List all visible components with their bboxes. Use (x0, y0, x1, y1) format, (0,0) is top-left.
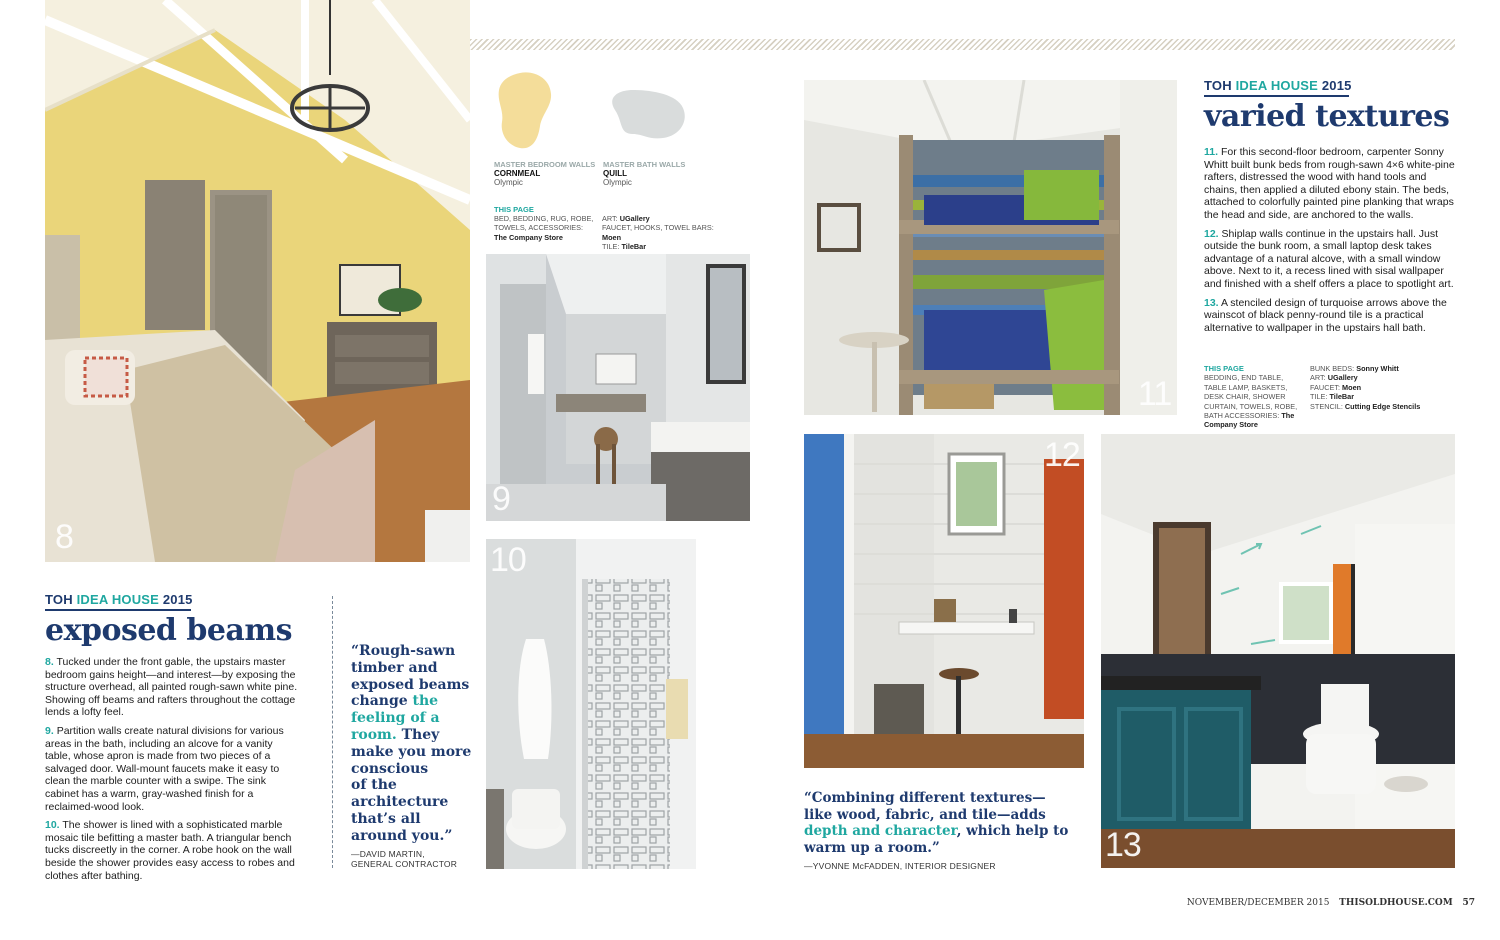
footer-site: THISOLDHOUSE.COM (1339, 898, 1453, 908)
credits-vendor: UGallery (619, 214, 650, 223)
footer-issue: NOVEMBER/DECEMBER 2015 (1186, 898, 1330, 908)
credits-col1 (1204, 364, 1302, 430)
swatch-label: MASTER BATH WALLS (603, 160, 686, 169)
paint-swatch-quill (603, 70, 713, 187)
hall-desk-illustration (804, 434, 1084, 768)
credits-col1-vendor: The Company Store (494, 232, 563, 242)
kicker-highlight: IDEA HOUSE (76, 592, 160, 607)
photo-number: 12 (1044, 436, 1080, 474)
credits-vendor: Cutting Edge Stencils (1344, 401, 1421, 411)
decorative-stripe (470, 39, 1455, 50)
photo-number: 8 (55, 518, 73, 556)
paragraph-text: A stenciled design of turquoise arrows above the wainscot of black penny-round tile is a practical alternative to wallpaper in the upstairs hall bath. (1204, 296, 1447, 334)
quote-line: exposed beams (351, 676, 470, 693)
bath-vanity-illustration (486, 254, 750, 521)
article-exposed-beams (45, 592, 300, 888)
paint-drop-icon (603, 70, 689, 152)
quote-line: make you more (351, 743, 472, 760)
kicker-rule (45, 609, 191, 611)
quote-line: conscious (351, 760, 429, 777)
divider-rule (332, 596, 333, 868)
paragraph (45, 819, 300, 882)
quote-line (351, 693, 479, 710)
kicker-year: 2015 (162, 592, 193, 607)
paragraph-text: Shiplap walls continue in the upstairs hall. Just outside the bunk room, a small laptop desk takes advantage of a natural alcove, with a small window above. Next to it, a recess lined with sisal wallpaper and finished with a shelf offers a place to spotlight art. (1204, 227, 1454, 290)
quote-text (351, 643, 479, 845)
credits-vendor: Sonny Whitt (1356, 364, 1399, 373)
credits-vendor: TileBar (621, 242, 647, 252)
credits-left (494, 205, 734, 252)
credits-label: ART: (1310, 373, 1326, 383)
credits-col1 (494, 214, 594, 252)
photo-master-bedroom (45, 0, 470, 562)
hall-bath-illustration (1101, 434, 1455, 868)
quote-fragment: They (396, 726, 440, 743)
quote-attribution: —YVONNE McFADDEN, INTERIOR DESIGNER (804, 861, 996, 871)
credits-label: FAUCET: (1310, 382, 1341, 392)
paragraph-number: 10. (45, 819, 60, 832)
credits-heading: THIS PAGE (1204, 364, 1244, 373)
paragraph-text: For this second-floor bedroom, carpenter Sonny Whitt built bunk beds from rough-sawn 4×6 white-pine rafters, distressed the wood with hand tools and chains, then applied a diluted ebony stain. The beds, attached to colorfully painted pine planking that wraps the head and side, are anchored to the walls. (1204, 146, 1455, 221)
credits-right (1204, 364, 1454, 430)
headline: varied textures (1204, 99, 1450, 134)
paragraph (45, 656, 300, 719)
paragraph-text: The shower is lined with a sophisticated marble mosaic tile befitting a master bath. A triangular bench tucks discreetly in the corner. A robe hook on the wall beside the shower provides easy access to robes and clothes after bathing. (45, 819, 295, 882)
credits-label: ART: (602, 214, 618, 223)
pull-quote-right (804, 790, 1072, 871)
kicker (1204, 78, 1456, 93)
credits-col2 (602, 214, 722, 252)
paint-swatch-cornmeal (494, 70, 604, 187)
photo-number: 10 (490, 541, 526, 579)
paragraph (1204, 228, 1456, 291)
kicker-highlight: IDEA HOUSE (1235, 78, 1319, 93)
credits-vendor: Moen (602, 232, 622, 242)
credits-label: STENCIL: (1310, 401, 1343, 411)
paragraph-text: Partition walls create natural divisions for various areas in the bath, including an alcove for a vanity table, whose apron is made from two pieces of a salvaged door. Wall-mount faucets make it easy to clean the marble counter with a swipe. The sink cabinet has a warm, gray-washed finish for a reclaimed-wood look. (45, 724, 284, 813)
paragraph-number: 13. (1204, 296, 1219, 309)
photo-hall-bath (1101, 434, 1455, 868)
shower-illustration (486, 539, 696, 869)
quote-highlight: depth and character (804, 823, 957, 839)
pull-quote-left (351, 643, 479, 869)
paragraph (45, 725, 300, 813)
quote-fragment: change (351, 693, 413, 710)
credits-col1-label: BED, BEDDING, RUG, ROBE, TOWELS, ACCESSORIES: (494, 214, 594, 233)
photo-shower (486, 539, 696, 869)
credits-vendor: Moen (1342, 382, 1362, 392)
credits-label: FAUCET, HOOKS, TOWEL BARS: (602, 223, 714, 233)
kicker-prefix: TOH (45, 592, 73, 607)
quote-highlight: the (412, 693, 439, 710)
quote-line: of the (351, 777, 397, 794)
credits-col1-label: BEDDING, END TABLE, TABLE LAMP, BASKETS, DESK CHAIR, SHOWER CURTAIN, TOWELS, ROBE, BATH ACCESSORIES: (1204, 373, 1298, 421)
credits-col2 (1310, 364, 1435, 430)
swatch-brand: Olympic (494, 178, 523, 187)
headline: exposed beams (45, 613, 292, 648)
page-footer (1170, 898, 1475, 908)
swatch-name: CORNMEAL (494, 169, 541, 178)
paint-drop-icon (494, 70, 556, 152)
article-body (1204, 146, 1456, 334)
paragraph-number: 8. (45, 656, 54, 668)
page-number: 57 (1462, 898, 1475, 908)
quote-attribution-name: —DAVID MARTIN, (351, 848, 425, 859)
paragraph-number: 9. (45, 724, 54, 737)
quote-text (804, 790, 1072, 856)
swatch-label: MASTER BEDROOM WALLS (494, 160, 596, 169)
credits-vendor: UGallery (1327, 373, 1358, 383)
quote-attribution-title: GENERAL CONTRACTOR (351, 858, 458, 869)
article-varied-textures (1204, 78, 1456, 340)
photo-hall-desk (804, 434, 1084, 768)
paragraph-number: 12. (1204, 227, 1219, 240)
credits-col1-vendor: The Company Store (1204, 411, 1295, 430)
credits-vendor: TileBar (1329, 392, 1355, 402)
quote-line: around you.” (351, 827, 453, 844)
quote-fragment: , which help to warm up a room.” (804, 823, 1069, 856)
quote-highlight: room. (351, 726, 397, 743)
kicker-year: 2015 (1321, 78, 1352, 93)
paragraph-number: 11. (1204, 146, 1219, 158)
credits-heading: THIS PAGE (494, 205, 534, 214)
kicker (45, 592, 300, 607)
paragraph (1204, 146, 1456, 222)
swatch-name: QUILL (603, 169, 627, 178)
bunk-beds-illustration (804, 80, 1177, 415)
photo-bunk-beds (804, 80, 1177, 415)
quote-line: that’s all (351, 810, 421, 827)
quote-fragment: “Combining different textures—like wood, fabric, and tile—adds (804, 790, 1046, 823)
credits-label: BUNK BEDS: (1310, 364, 1355, 373)
credits-label: TILE: (1310, 392, 1328, 402)
quote-highlight: feeling of a (351, 710, 440, 727)
photo-number: 13 (1105, 826, 1141, 864)
photo-number: 11 (1138, 375, 1172, 413)
paragraph (1204, 297, 1456, 335)
photo-number: 9 (492, 480, 510, 518)
photo-bath-vanity (486, 254, 750, 521)
quote-line (351, 727, 479, 744)
kicker-rule (1204, 95, 1349, 97)
bedroom-illustration (45, 0, 470, 562)
article-body (45, 656, 300, 882)
credits-label: TILE: (602, 242, 620, 252)
quote-line: architecture (351, 794, 449, 811)
quote-line: timber and (351, 659, 438, 676)
paragraph-text: Tucked under the front gable, the upstairs master bedroom gains height—and interest—by exposing the structure overhead, all painted rough-sawn white pine. Showing off beams and rafters throughout the cottage lends a lofty feel. (45, 656, 298, 719)
quote-line: “Rough-sawn (351, 643, 456, 659)
swatch-brand: Olympic (603, 178, 632, 187)
kicker-prefix: TOH (1204, 78, 1232, 93)
